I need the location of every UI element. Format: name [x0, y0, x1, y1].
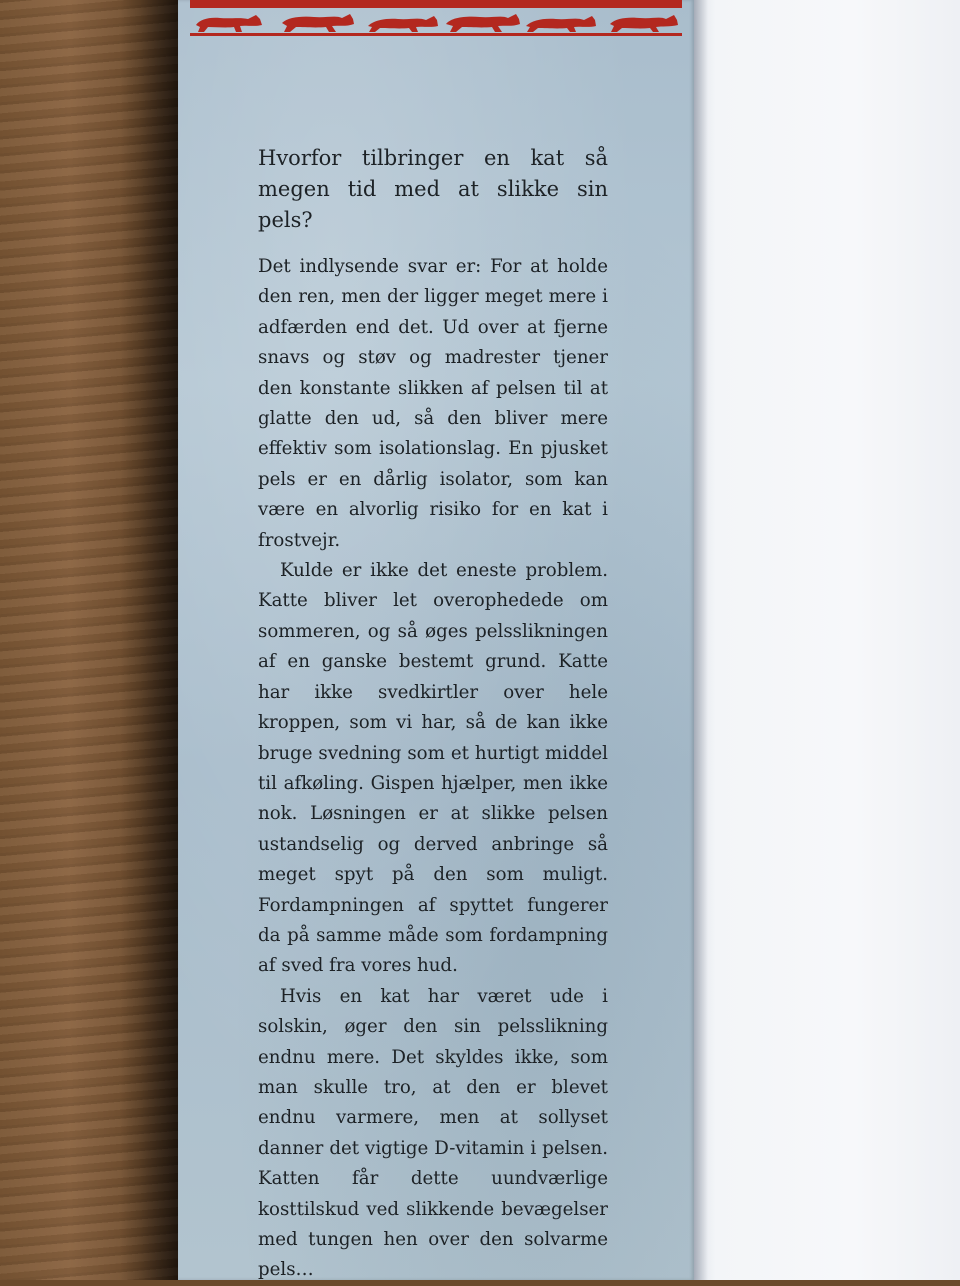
running-cat-icon [196, 15, 262, 32]
running-cat-icon [526, 16, 596, 32]
blurb-paragraph: Hvis en kat har været ude i solskin, øger den sin pelsslikning endnu mere. Det skyldes ikke, som man skulle tro, at den er blevet endnu varmere, men at sollyset danner det vigtige D-vitamin i pelsen. Katten får dette uundværlige kosttilskud ved slikkende bevægelser med tungen hen over den solvarme pels… [258, 985, 608, 1281]
blurb-heading: Hvorfor tilbringer en kat så megen tid med at slikke sin pels? [258, 146, 608, 232]
running-cat-icon [446, 14, 520, 32]
running-cat-icon [368, 16, 438, 32]
book-jacket-flap [178, 0, 694, 1280]
decorative-band [178, 0, 694, 40]
blurb-paragraph: Kulde er ikke det eneste problem. Katte bliver let overophedede om sommeren, og så øges pelsslikningen af en ganske bestemt grund. Katte har ikke svedkirtler over hele kroppen, som vi har, så de kan ikke bruge svedning som et hurtigt middel til afkøling. Gispen hjælper, men ikke nok. Løsningen er at slikke pelsen ustandselig og derved anbringe så meget spyt på den som muligt. Fordampningen af spyttet fungerer da på samme måde som fordampning af sved fra vores hud. [258, 560, 608, 977]
red-rule [190, 33, 682, 36]
shadow [120, 0, 180, 1280]
book-page [694, 0, 960, 1280]
blurb-text [258, 143, 608, 1286]
running-cats-frieze [190, 5, 682, 35]
running-cat-icon [282, 14, 354, 32]
running-cat-icon [610, 15, 678, 32]
blurb-paragraph: Det indlysende svar er: For at holde den ren, men der ligger meget mere i adfærden end det. Ud over at fjerne snavs og støv og madrester tjener den konstante slikken af pelsen til at glatte den ud, så den bliver mere effektiv som isolationslag. En pjusket pels er en dårlig isolator, som kan være en alvorlig risiko for en kat i frostvejr. [258, 256, 608, 551]
page-shadow [694, 0, 708, 1280]
